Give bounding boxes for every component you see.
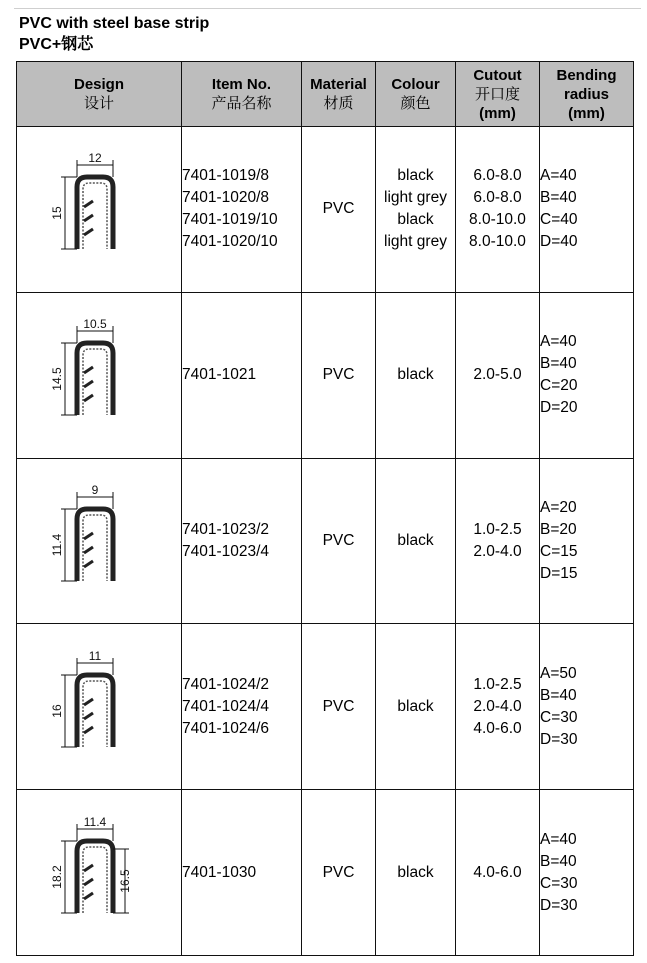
top-divider xyxy=(14,8,641,9)
item-cell xyxy=(182,790,302,956)
spec-table xyxy=(16,61,634,956)
cutout-value: 1.0-2.5 xyxy=(473,520,522,538)
profile-fin xyxy=(84,699,93,705)
bending-radius-value: C=40 xyxy=(540,211,578,229)
cutout-value: 8.0-10.0 xyxy=(469,233,526,251)
header-row xyxy=(17,62,634,127)
item-number: 7401-1024/6 xyxy=(182,719,270,737)
header-colour: Colour 颜色 xyxy=(376,62,456,127)
bending-radius-value: C=20 xyxy=(540,377,578,395)
cutout-cell xyxy=(456,127,540,293)
bending-radius-value: C=15 xyxy=(540,542,578,560)
cutout-cell xyxy=(456,458,540,624)
design-cell xyxy=(17,790,182,956)
bending-radius-value: C=30 xyxy=(540,874,578,892)
edge-trim-profile-drawing xyxy=(39,481,159,601)
bending-radius-value: A=50 xyxy=(540,664,577,682)
profile-steel-core xyxy=(83,349,107,415)
profile-fin xyxy=(84,893,93,899)
profile-steel-core xyxy=(83,681,107,747)
bending-radius-value: D=40 xyxy=(540,233,578,251)
colour-cell xyxy=(376,624,456,790)
colour-value: black xyxy=(397,863,434,881)
design-cell xyxy=(17,458,182,624)
colour-value: black xyxy=(397,697,434,715)
material-value: PVC xyxy=(322,531,355,549)
edge-trim-profile-drawing xyxy=(39,647,159,767)
item-cell xyxy=(182,624,302,790)
material-value: PVC xyxy=(322,366,355,384)
bending-radius-value: D=15 xyxy=(540,564,578,582)
profile-fin xyxy=(84,229,93,235)
colour-value: black xyxy=(397,167,434,185)
height-dimension-label: 16 xyxy=(50,704,64,718)
profile-fin xyxy=(84,215,93,221)
header-item-no: Item No. 产品名称 xyxy=(182,62,302,127)
item-cell xyxy=(182,127,302,293)
bending-cell xyxy=(540,790,634,956)
profile-steel-core xyxy=(83,847,107,913)
bending-radius-value: B=40 xyxy=(540,852,577,870)
item-number: 7401-1030 xyxy=(182,863,257,881)
material-cell xyxy=(302,790,376,956)
bending-cell xyxy=(540,292,634,458)
edge-trim-profile-drawing xyxy=(39,149,159,269)
bending-radius-value: D=30 xyxy=(540,896,578,914)
header-design: Design 设计 xyxy=(17,62,182,127)
material-cell xyxy=(302,458,376,624)
colour-cell xyxy=(376,458,456,624)
table-row xyxy=(17,292,634,458)
profile-steel-core xyxy=(83,515,107,581)
item-number: 7401-1020/8 xyxy=(182,189,270,207)
profile-fin xyxy=(84,727,93,733)
table-row xyxy=(17,458,634,624)
height-dimension-label: 11.4 xyxy=(50,533,64,557)
bending-radius-value: A=40 xyxy=(540,830,577,848)
bending-radius-value: D=20 xyxy=(540,399,578,417)
height-dimension-label: 14.5 xyxy=(50,367,64,391)
profile-fin xyxy=(84,381,93,387)
cutout-cell xyxy=(456,624,540,790)
colour-value: black xyxy=(397,366,434,384)
profile-fin xyxy=(84,201,93,207)
item-number: 7401-1021 xyxy=(182,366,257,384)
edge-trim-profile-drawing xyxy=(39,813,159,933)
design-cell xyxy=(17,127,182,293)
cutout-value: 2.0-4.0 xyxy=(473,542,522,560)
material-cell xyxy=(302,292,376,458)
bending-cell xyxy=(540,127,634,293)
colour-value: light grey xyxy=(384,189,447,207)
profile-fin xyxy=(84,865,93,871)
table-row xyxy=(17,127,634,293)
item-number: 7401-1024/2 xyxy=(182,675,270,693)
colour-value: light grey xyxy=(384,233,447,251)
cutout-value: 1.0-2.5 xyxy=(473,675,522,693)
material-value: PVC xyxy=(322,200,355,218)
item-number: 7401-1019/10 xyxy=(182,211,278,229)
material-value: PVC xyxy=(322,697,355,715)
width-dimension-label: 11.4 xyxy=(83,814,107,829)
colour-cell xyxy=(376,292,456,458)
profile-fin xyxy=(84,879,93,885)
profile-fin xyxy=(84,395,93,401)
design-cell xyxy=(17,292,182,458)
header-cutout: Cutout 开口度 (mm) xyxy=(456,62,540,127)
colour-value: black xyxy=(397,531,434,549)
cutout-value: 8.0-10.0 xyxy=(469,211,526,229)
height2-dimension-label: 16.5 xyxy=(118,868,132,893)
table-row xyxy=(17,790,634,956)
page-title: PVC with steel base strip xyxy=(19,15,210,32)
cutout-cell xyxy=(456,790,540,956)
colour-value: black xyxy=(397,211,434,229)
profile-fin xyxy=(84,547,93,553)
cutout-value: 4.0-6.0 xyxy=(473,863,522,881)
profile-fin xyxy=(84,561,93,567)
item-number: 7401-1023/4 xyxy=(182,542,270,560)
bending-radius-value: A=40 xyxy=(540,333,577,351)
profile-fin xyxy=(84,367,93,373)
cutout-value: 2.0-4.0 xyxy=(473,697,522,715)
cutout-value: 6.0-8.0 xyxy=(473,189,522,207)
cutout-value: 2.0-5.0 xyxy=(473,366,522,384)
cutout-value: 6.0-8.0 xyxy=(473,167,522,185)
item-number: 7401-1020/10 xyxy=(182,233,278,251)
bending-radius-value: C=30 xyxy=(540,708,578,726)
page-subtitle: PVC+钢芯 xyxy=(19,36,94,53)
bending-radius-value: A=40 xyxy=(540,167,577,185)
profile-steel-core xyxy=(83,183,107,249)
material-cell xyxy=(302,127,376,293)
cutout-cell xyxy=(456,292,540,458)
width-dimension-label: 12 xyxy=(88,151,102,166)
width-dimension-label: 10.5 xyxy=(83,317,107,332)
header-material: Material 材质 xyxy=(302,62,376,127)
design-cell xyxy=(17,624,182,790)
colour-cell xyxy=(376,790,456,956)
bending-radius-value: B=20 xyxy=(540,520,577,538)
material-cell xyxy=(302,624,376,790)
bending-radius-value: B=40 xyxy=(540,189,577,207)
bending-cell xyxy=(540,458,634,624)
item-number: 7401-1019/8 xyxy=(182,167,270,185)
bending-radius-value: A=20 xyxy=(540,498,577,516)
height-dimension-label: 15 xyxy=(50,206,64,221)
width-dimension-label: 9 xyxy=(91,482,99,497)
edge-trim-profile-drawing xyxy=(39,315,159,435)
table-row xyxy=(17,624,634,790)
header-bending-radius: Bending radius (mm) xyxy=(540,62,634,127)
bending-cell xyxy=(540,624,634,790)
bending-radius-value: B=40 xyxy=(540,355,577,373)
height-dimension-label: 18.2 xyxy=(50,864,64,889)
item-number: 7401-1024/4 xyxy=(182,697,270,715)
item-number: 7401-1023/2 xyxy=(182,520,270,538)
profile-fin xyxy=(84,533,93,539)
cutout-value: 4.0-6.0 xyxy=(473,719,522,737)
item-cell xyxy=(182,458,302,624)
width-dimension-label: 11 xyxy=(88,648,102,663)
profile-fin xyxy=(84,713,93,719)
bending-radius-value: D=30 xyxy=(540,730,578,748)
item-cell xyxy=(182,292,302,458)
colour-cell xyxy=(376,127,456,293)
bending-radius-value: B=40 xyxy=(540,686,577,704)
material-value: PVC xyxy=(322,863,355,881)
